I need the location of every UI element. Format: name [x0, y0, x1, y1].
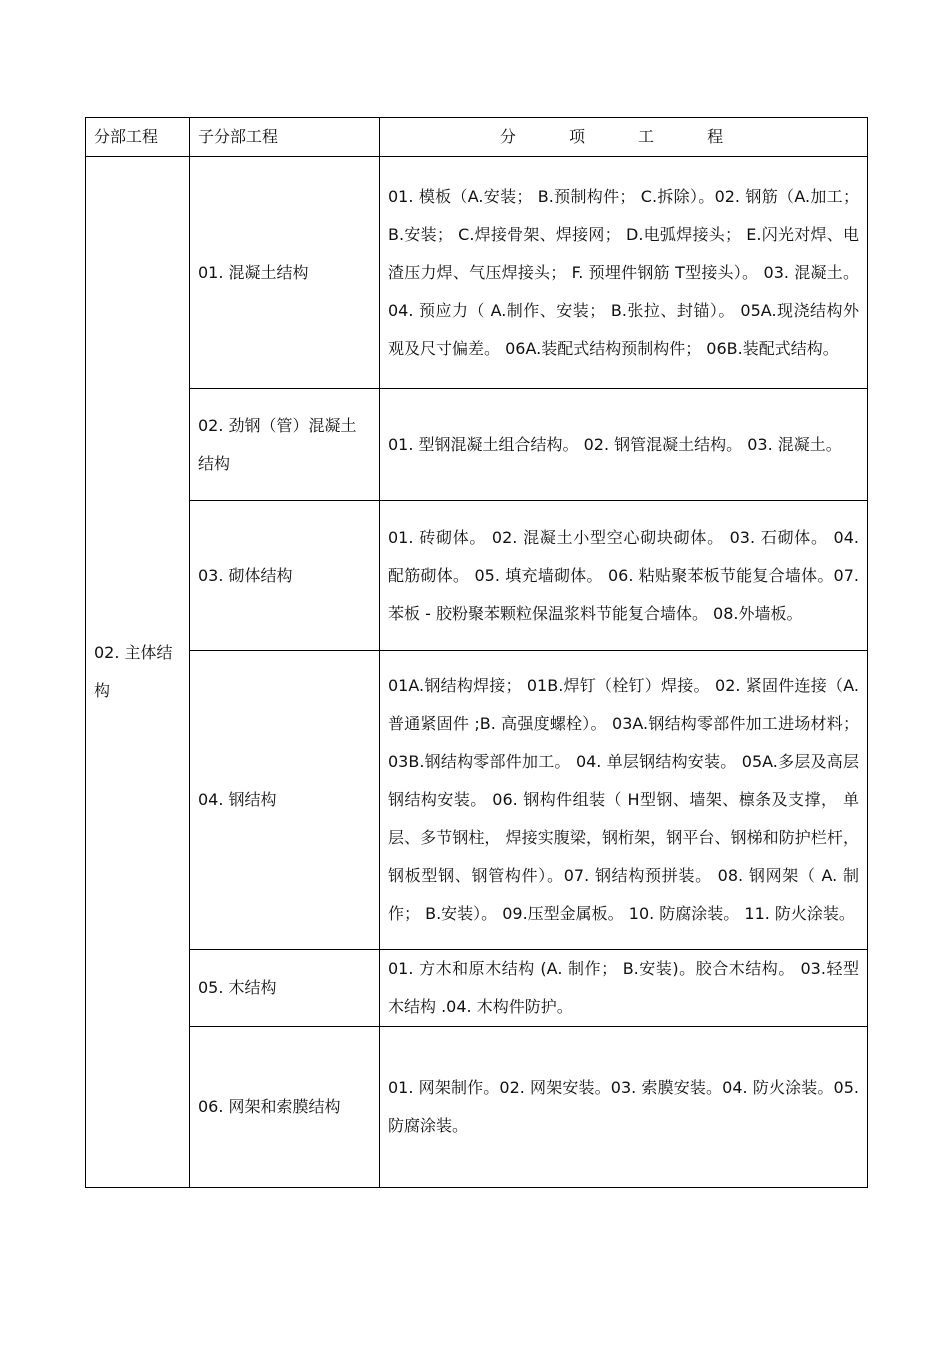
table-row: [86, 389, 868, 501]
sub-division-cell: 01. 混凝土结构: [190, 157, 380, 389]
header-items: 分 项 工 程: [380, 118, 868, 157]
items-cell: 01. 方木和原木结构 (A. 制作； B.安装)。胶合木结构。 03.轻型木结构 .04. 木构件防护。: [380, 950, 868, 1027]
header-sub-division: 子分部工程: [190, 118, 380, 157]
header-row: [86, 118, 868, 157]
sub-division-cell: 06. 网架和索膜结构: [190, 1027, 380, 1188]
items-cell: 01. 型钢混凝土组合结构。 02. 钢管混凝土结构。 03. 混凝土。: [380, 389, 868, 501]
sub-division-cell: 05. 木结构: [190, 950, 380, 1027]
items-cell: 01. 网架制作。02. 网架安装。03. 索膜安装。04. 防火涂装。05. 防腐涂装。: [380, 1027, 868, 1188]
table-row: [86, 1027, 868, 1188]
items-cell: 01A.钢结构焊接； 01B.焊钉（栓钉）焊接。 02. 紧固件连接（A.普通紧固件 ;B. 高强度螺栓）。 03A.钢结构零部件加工进场材料； 03B.钢结构零部件加工。 04. 单层钢结构安装。 05A.多层及高层钢结构安装。 06. 钢构件组装（ H型钢、墙架、檩条及支撑， 单层、多节钢柱， 焊接实腹梁，钢桁架，钢平台、钢梯和防护栏杆， 钢板型钢、钢管构件）。07. 钢结构预拼装。 08. 钢网架（ A. 制作； B.安装）。 09.压型金属板。 10. 防腐涂装。 11. 防火涂装。: [380, 651, 868, 950]
sub-division-cell: 03. 砌体结构: [190, 501, 380, 651]
table-row: [86, 501, 868, 651]
header-division: 分部工程: [86, 118, 190, 157]
items-cell: 01. 砖砌体。 02. 混凝土小型空心砌块砌体。 03. 石砌体。 04. 配筋砌体。 05. 填充墙砌体。 06. 粘贴聚苯板节能复合墙体。07. 苯板 - 胶粉聚苯颗粒保温浆料节能复合墙体。 08.外墙板。: [380, 501, 868, 651]
division-cell: 02. 主体结构: [86, 157, 190, 1188]
table-row: [86, 950, 868, 1027]
table-row: [86, 157, 868, 389]
sub-division-cell: 02. 劲钢（管）混凝土结构: [190, 389, 380, 501]
sub-division-cell: 04. 钢结构: [190, 651, 380, 950]
construction-division-table: [85, 117, 868, 1188]
table-row: [86, 651, 868, 950]
items-cell: 01. 模板（A.安装； B.预制构件； C.拆除）。02. 钢筋（A.加工； B.安装； C.焊接骨架、焊接网； D.电弧焊接头； E.闪光对焊、电渣压力焊、气压焊接头； F. 预埋件钢筋 T型接头）。 03. 混凝土。 04. 预应力（ A.制作、安装； B.张拉、封锚）。 05A.现浇结构外观及尺寸偏差。 06A.装配式结构预制构件； 06B.装配式结构。: [380, 157, 868, 389]
